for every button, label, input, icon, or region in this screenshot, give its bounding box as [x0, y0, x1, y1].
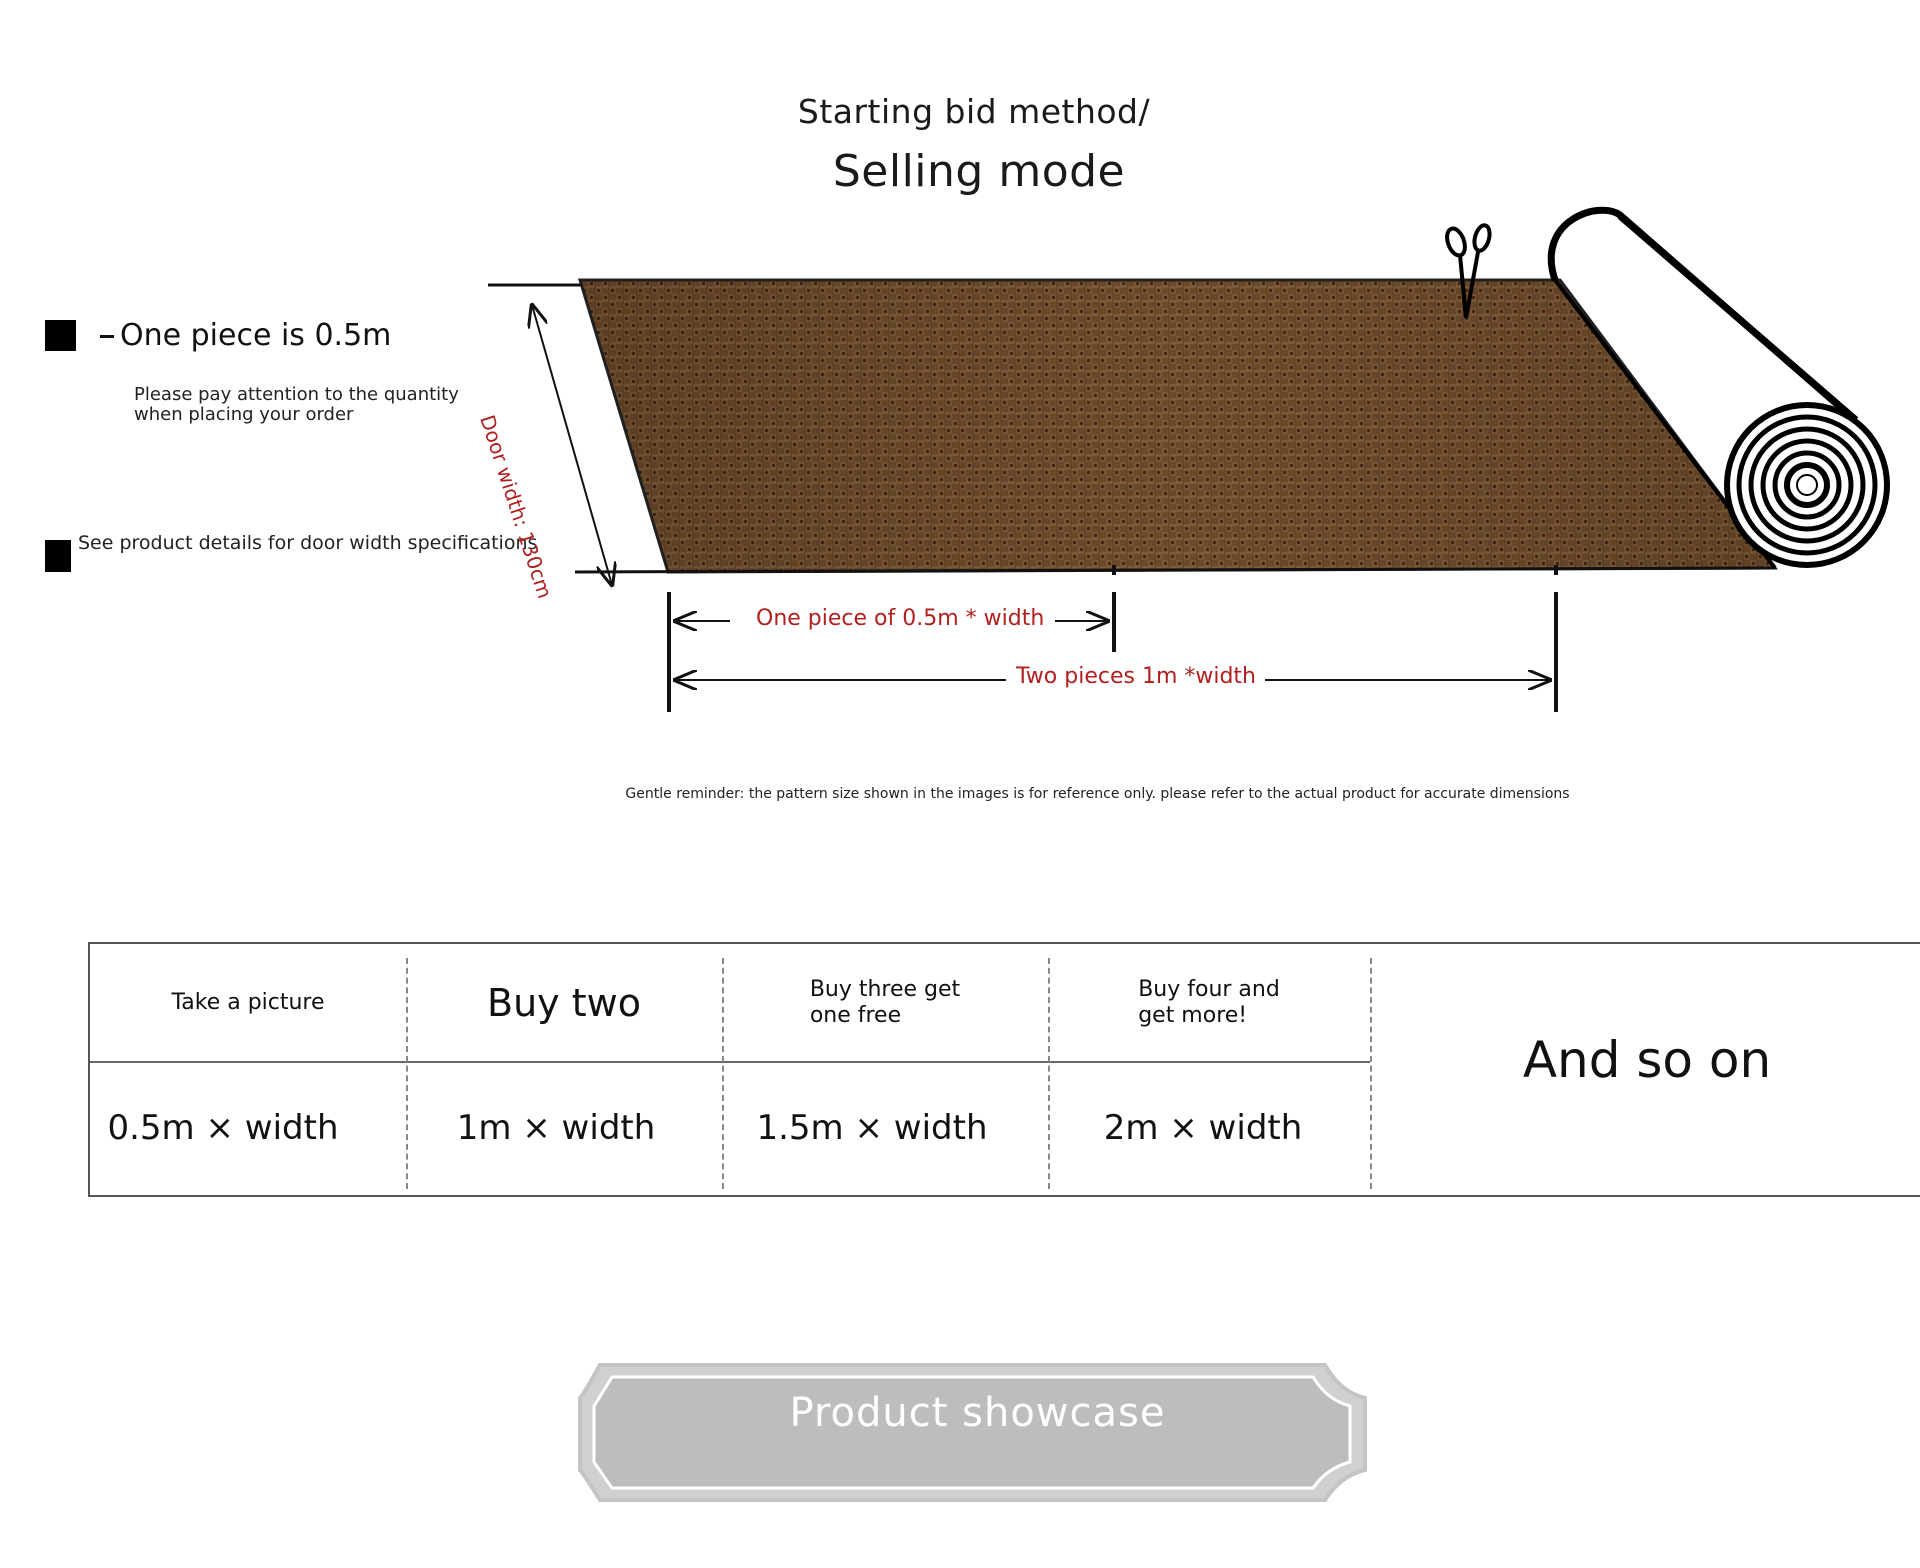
pricing-table [88, 942, 1920, 1197]
and-so-on-cell: And so on [1522, 1030, 1772, 1089]
product-showcase-button[interactable]: Product showcase [789, 1390, 1166, 1436]
door-spec-note: See product details for door width specifications [78, 532, 538, 554]
table-header-cell: Take a picture [171, 989, 325, 1015]
page-title: Selling mode [832, 146, 1126, 197]
door-width-label: Door width: 130cm [475, 412, 558, 602]
table-header-cell: Buy two [487, 980, 641, 1025]
table-value-cell: 1m × width [456, 1108, 656, 1148]
table-value-cell: 2m × width [1103, 1108, 1303, 1148]
table-header-cell: Buy three get one free [809, 976, 961, 1028]
table-header-cell: Buy four and get more! [1138, 976, 1280, 1028]
table-value-cell: 1.5m × width [756, 1108, 988, 1148]
reminder-text: Gentle reminder: the pattern size shown in the images is for reference only. please refer to the actual product for accurate dimensions [625, 786, 1570, 802]
two-pieces-label: Two pieces 1m *width [1012, 664, 1260, 689]
table-value-cell: 0.5m × width [107, 1108, 339, 1148]
header-subtitle: Starting bid method/ [797, 92, 1151, 131]
piece-note-text: One piece is 0.5m [120, 318, 392, 353]
attention-note: Please pay attention to the quantity when placing your order [134, 384, 459, 425]
one-piece-label: One piece of 0.5m * width [752, 606, 1048, 631]
